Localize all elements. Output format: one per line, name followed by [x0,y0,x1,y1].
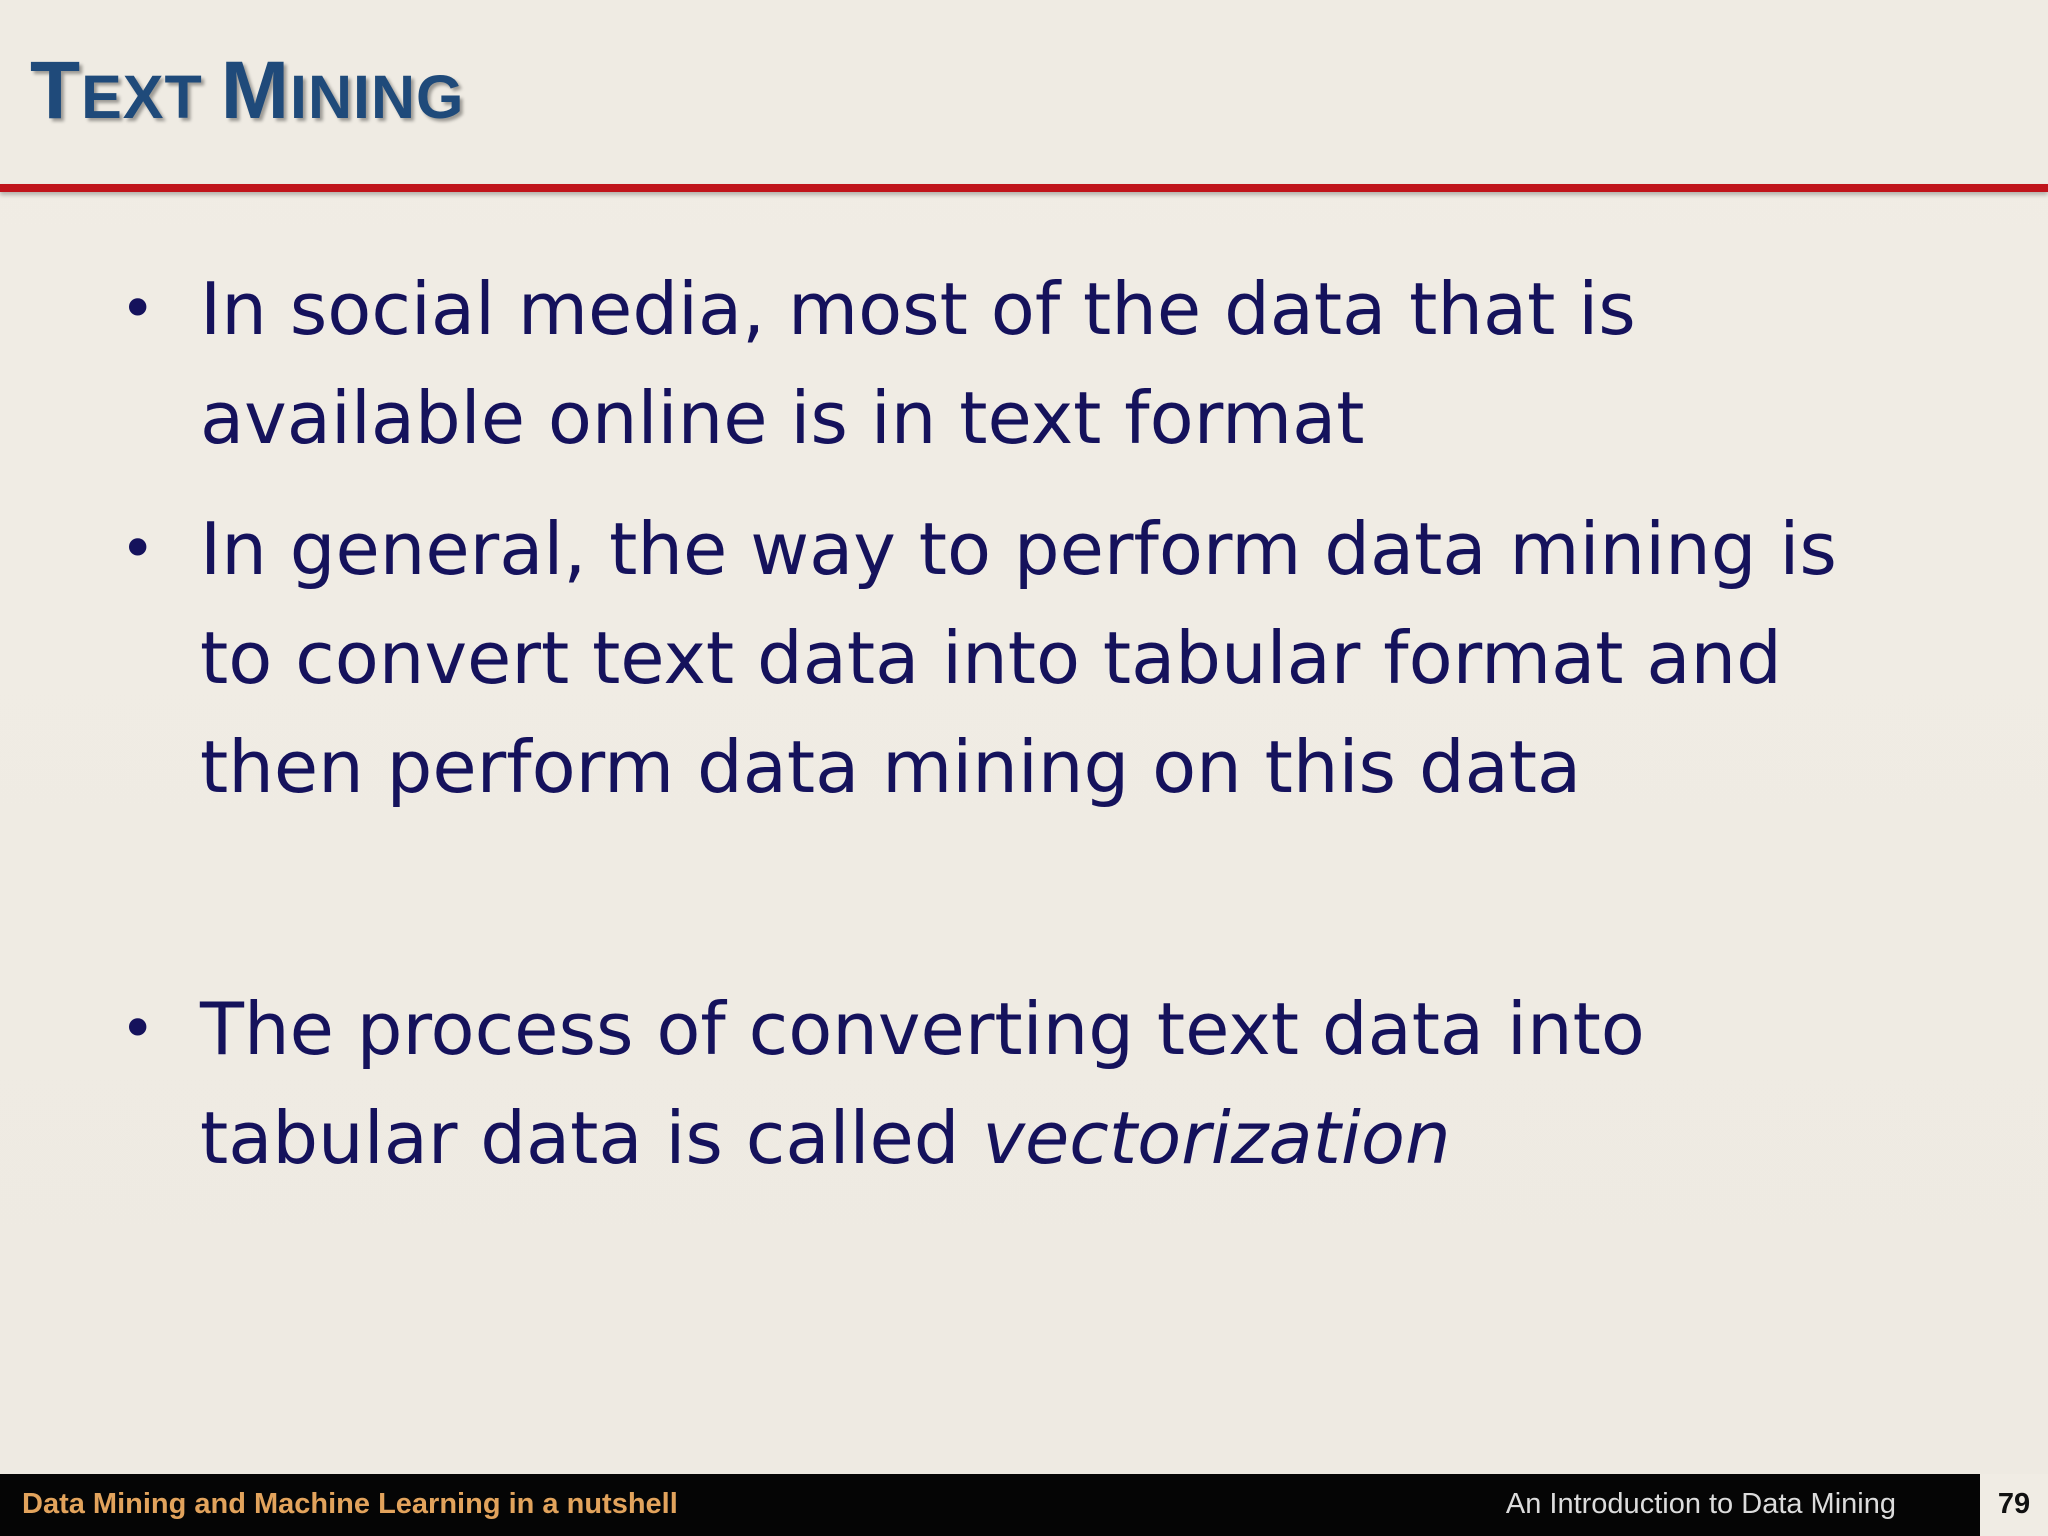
footer-section-title: An Introduction to Data Mining [1505,1488,1896,1520]
bullet-icon: • [120,274,156,344]
slide-title [30,45,465,136]
bullet-item-general-approach [120,495,1940,822]
bullet-line: The process of converting text data into [200,987,1645,1071]
bullet-item-vectorization [120,975,1940,1193]
bullet-line: available online is in text format [200,376,1365,460]
title-space [203,63,221,131]
page-number-box [1980,1474,2048,1536]
page-number: 79 [1997,1488,2031,1520]
bullet-icon: • [120,994,156,1064]
bullet-line-prefix: tabular data is called [200,1096,983,1180]
bullet-item-social-media [120,255,1940,473]
bullet-icon: • [120,514,156,584]
bullet-line: to convert text data into tabular format and [200,616,1782,700]
footer-course-title: Data Mining and Machine Learning in a nutshell [22,1488,678,1520]
bullet-line: then perform data mining on this data [200,725,1582,809]
title-rest-ext: EXT [81,63,203,131]
bullet-line: In social media, most of the data that is [200,267,1636,351]
title-initial-t: T [30,45,82,136]
bullet-line: In general, the way to perform data mining is [200,507,1837,591]
bullet-list [120,255,1940,1193]
footer-bar [0,1474,1980,1536]
title-rest-ining: INING [290,63,465,131]
vectorization-term: vectorization [982,1096,1451,1180]
title-initial-m: M [220,45,290,136]
bullet-line [200,1084,1940,1193]
slide-header [0,0,2048,185]
title-underline-rule [0,184,2048,192]
